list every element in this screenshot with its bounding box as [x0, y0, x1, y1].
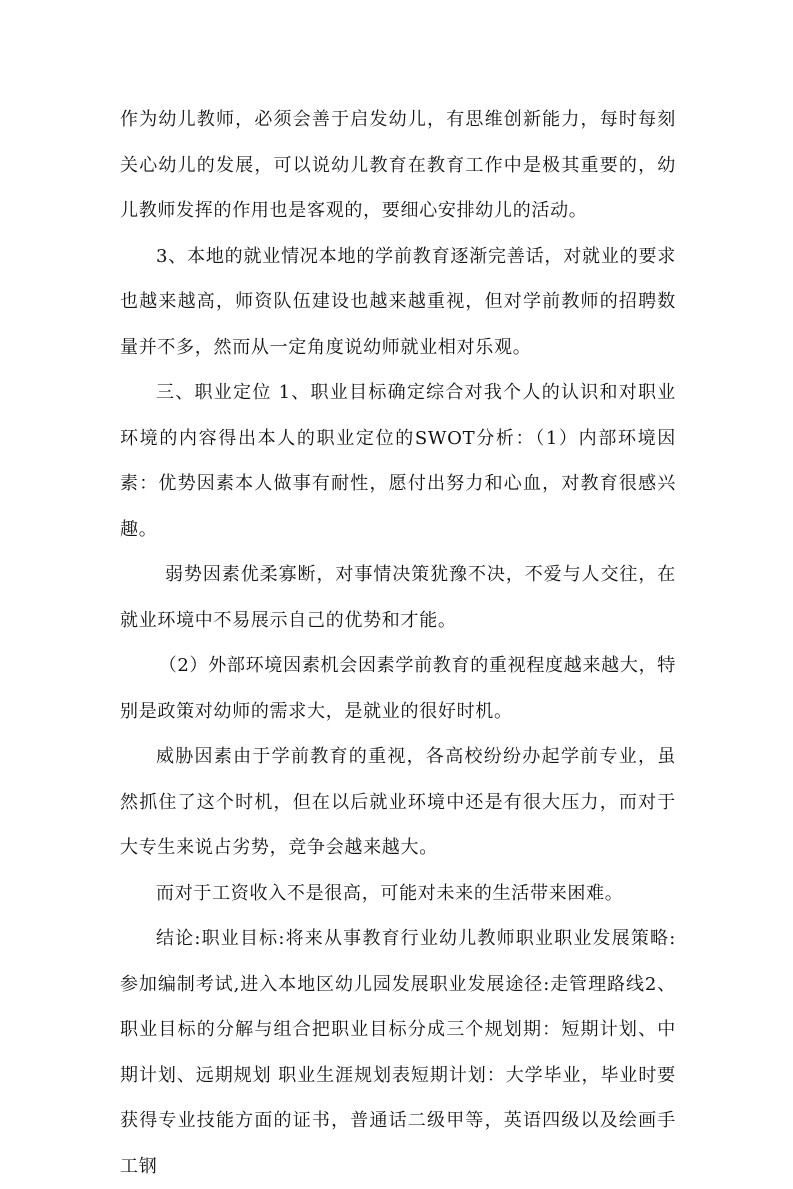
paragraph-local-employment: 3、本地的就业情况本地的学前教育逐渐完善话，对就业的要求也越来越高，师资队伍建设也越来越重视，但对学前教师的招聘数量并不多，然而从一定角度说幼师就业相对乐观。	[120, 245, 676, 358]
paragraph-income: 而对于工资收入不是很高，可能对未来的生活带来困难。	[156, 882, 624, 904]
paragraph-threats: 威胁因素由于学前教育的重视，各高校纷纷办起学前专业，虽然抓住了这个时机，但在以后就业环境中还是有很大压力，而对于大专生来说占劣势，竞争会越来越大。	[120, 746, 676, 858]
document-body	[120, 97, 676, 1189]
paragraph-career-positioning: 三、职业定位 1、职业目标确定综合对我个人的认识和对职业环境的内容得出本人的职业定位的SWOT分析：（1）内部环境因素：优势因素本人做事有耐性，愿付出努力和心血，对教育很感兴趣。	[120, 382, 676, 540]
paragraph-conclusion: 结论:职业目标:将来从事教育行业幼儿教师职业职业发展策略:参加编制考试,进入本地区幼儿园发展职业发展途径:走管理路线2、职业目标的分解与组合把职业目标分成三个规划期：短期计划、中期计划、远期规划 职业生涯规划表短期计划：大学毕业，毕业时要获得专业技能方面的证书，普通话二级甲等，英语四级以及绘画手工钢	[120, 928, 676, 1177]
paragraph-external-factors: （2）外部环境因素机会因素学前教育的重视程度越来越大，特别是政策对幼师的需求大，是就业的很好时机。	[120, 655, 676, 722]
paragraph-weaknesses: 弱势因素优柔寡断，对事情决策犹豫不决，不爱与人交往，在就业环境中不易展示自己的优势和才能。	[120, 564, 676, 631]
paragraph-continuation: 作为幼儿教师，必须会善于启发幼儿，有思维创新能力，每时每刻关心幼儿的发展，可以说幼儿教育在教育工作中是极其重要的，幼儿教师发挥的作用也是客观的，要细心安排幼儿的活动。	[120, 109, 676, 221]
